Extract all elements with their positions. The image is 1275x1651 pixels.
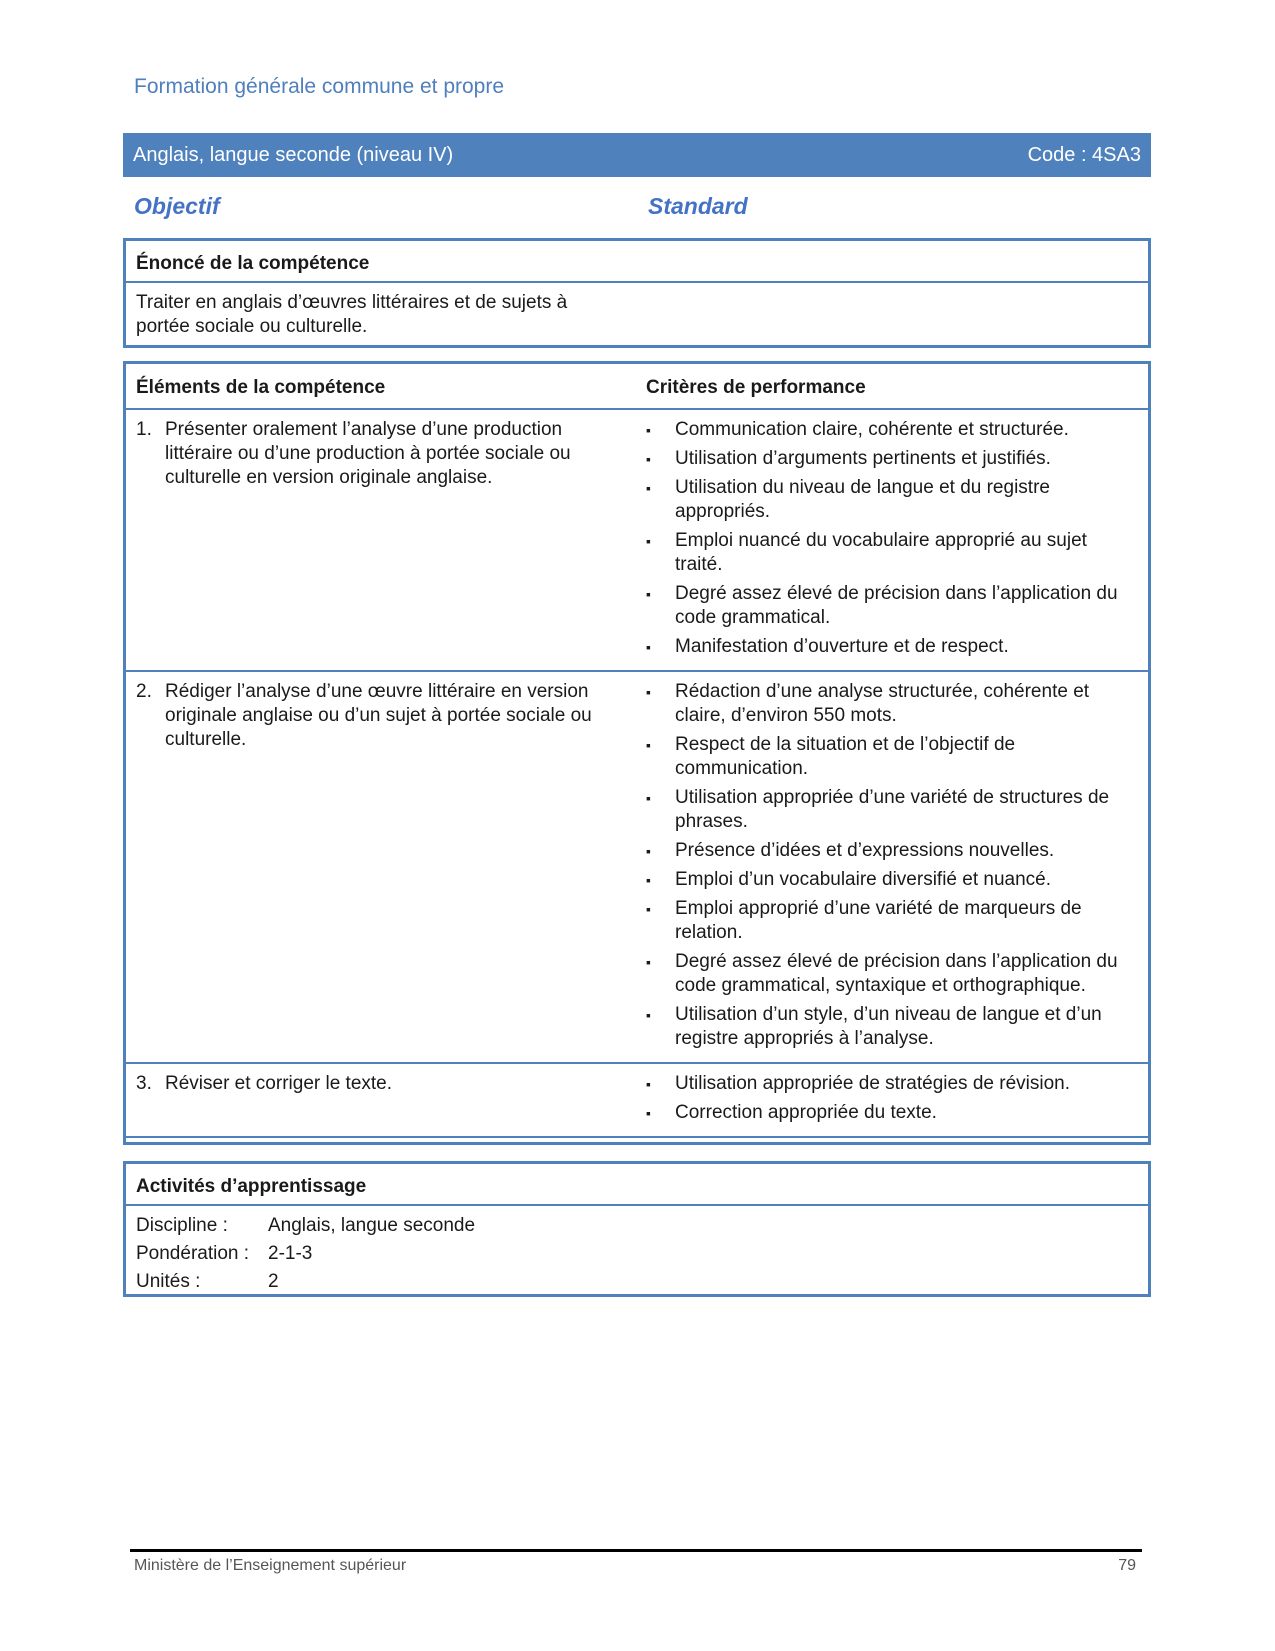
critere-item bbox=[646, 868, 1138, 892]
bullet-icon: ▪ bbox=[646, 1076, 651, 1092]
bullet-icon: ▪ bbox=[646, 533, 651, 549]
course-title: Anglais, langue seconde (niveau IV) bbox=[133, 143, 454, 166]
critere-item bbox=[646, 897, 1138, 945]
competence-element bbox=[136, 680, 626, 752]
bullet-icon: ▪ bbox=[646, 422, 651, 438]
criteres-cell bbox=[636, 1063, 1148, 1137]
element-number: 2. bbox=[136, 681, 152, 702]
critere-text: Emploi d’un vocabulaire diversifié et nuancé. bbox=[675, 869, 1051, 890]
competence-element bbox=[136, 1072, 626, 1096]
critere-item bbox=[646, 476, 1138, 524]
bullet-icon: ▪ bbox=[646, 480, 651, 496]
critere-text: Communication claire, cohérente et structurée. bbox=[675, 419, 1069, 440]
critere-text: Utilisation d’un style, d’un niveau de langue et d’un registre appropriés à l’analyse. bbox=[675, 1004, 1102, 1049]
element-number: 3. bbox=[136, 1073, 152, 1094]
critere-text: Correction appropriée du texte. bbox=[675, 1102, 937, 1123]
bullet-icon: ▪ bbox=[646, 954, 651, 970]
bullet-icon: ▪ bbox=[646, 737, 651, 753]
critere-item bbox=[646, 582, 1138, 630]
critere-text: Utilisation du niveau de langue et du registre appropriés. bbox=[675, 477, 1050, 522]
criteres-list bbox=[646, 418, 1138, 659]
competence-row bbox=[126, 1063, 1148, 1137]
element-number: 1. bbox=[136, 419, 152, 440]
unites-line bbox=[126, 1268, 1148, 1296]
element-cell bbox=[126, 409, 636, 671]
element-text: Présenter oralement l’analyse d’une production littéraire ou d’une production à portée sociale ou culturelle en version originale anglaise. bbox=[165, 419, 571, 488]
bullet-icon: ▪ bbox=[646, 451, 651, 467]
critere-item bbox=[646, 680, 1138, 728]
activites-header: Activités d’apprentissage bbox=[126, 1164, 1148, 1206]
objectif-label: Objectif bbox=[134, 193, 220, 219]
critere-item bbox=[646, 447, 1138, 471]
element-cell bbox=[126, 671, 636, 1063]
critere-item bbox=[646, 1003, 1138, 1051]
critere-text: Utilisation appropriée d’une variété de structures de phrases. bbox=[675, 787, 1110, 832]
critere-text: Degré assez élevé de précision dans l’application du code grammatical, syntaxique et orthographique. bbox=[675, 951, 1118, 996]
competence-row bbox=[126, 409, 1148, 671]
enonce-box bbox=[123, 238, 1151, 348]
critere-item bbox=[646, 950, 1138, 998]
element-text: Réviser et corriger le texte. bbox=[165, 1073, 393, 1094]
competence-table-box bbox=[123, 361, 1151, 1145]
unites-value: 2 bbox=[268, 1271, 279, 1292]
critere-text: Utilisation d’arguments pertinents et justifiés. bbox=[675, 448, 1051, 469]
criteres-cell bbox=[636, 671, 1148, 1063]
critere-item bbox=[646, 635, 1138, 659]
enonce-header: Énoncé de la compétence bbox=[126, 241, 1148, 283]
activites-box bbox=[123, 1161, 1151, 1297]
objective-standard-labels bbox=[134, 193, 1114, 223]
discipline-label: Discipline : bbox=[136, 1215, 228, 1236]
page-number: 79 bbox=[1118, 1557, 1136, 1574]
critere-item bbox=[646, 418, 1138, 442]
critere-item bbox=[646, 1072, 1138, 1096]
critere-text: Emploi approprié d’une variété de marqueurs de relation. bbox=[675, 898, 1082, 943]
element-text: Rédiger l’analyse d’une œuvre littéraire en version originale anglaise ou d’un sujet à portée sociale ou culturelle. bbox=[165, 681, 592, 750]
standard-label: Standard bbox=[648, 193, 748, 219]
critere-item bbox=[646, 839, 1138, 863]
bullet-icon: ▪ bbox=[646, 901, 651, 917]
bullet-icon: ▪ bbox=[646, 1007, 651, 1023]
discipline-line bbox=[126, 1212, 1148, 1240]
critere-text: Utilisation appropriée de stratégies de révision. bbox=[675, 1073, 1070, 1094]
critere-item bbox=[646, 786, 1138, 834]
footer-ministry: Ministère de l’Enseignement supérieur bbox=[134, 1557, 407, 1574]
bullet-icon: ▪ bbox=[646, 790, 651, 806]
ponderation-label: Pondération : bbox=[136, 1243, 250, 1264]
critere-item bbox=[646, 529, 1138, 577]
course-code: Code : 4SA3 bbox=[1027, 143, 1141, 166]
criteres-list bbox=[646, 1072, 1138, 1125]
enonce-text: Traiter en anglais d’œuvres littéraires et de sujets à portée sociale ou culturelle. bbox=[136, 292, 568, 337]
critere-item bbox=[646, 733, 1138, 781]
critere-item bbox=[646, 1101, 1138, 1125]
competence-table-body bbox=[126, 409, 1148, 1137]
competence-row bbox=[126, 671, 1148, 1063]
bullet-icon: ▪ bbox=[646, 843, 651, 859]
criteres-list bbox=[646, 680, 1138, 1051]
discipline-value: Anglais, langue seconde bbox=[268, 1215, 476, 1236]
bullet-icon: ▪ bbox=[646, 586, 651, 602]
bullet-icon: ▪ bbox=[646, 639, 651, 655]
bullet-icon: ▪ bbox=[646, 872, 651, 888]
ponderation-value: 2-1-3 bbox=[268, 1243, 313, 1264]
critere-text: Manifestation d’ouverture et de respect. bbox=[675, 636, 1009, 657]
col-header-elements: Éléments de la compétence bbox=[126, 364, 636, 409]
element-cell bbox=[126, 1063, 636, 1137]
bullet-icon: ▪ bbox=[646, 1105, 651, 1121]
competence-table bbox=[126, 364, 1148, 1138]
ponderation-line bbox=[126, 1240, 1148, 1268]
competence-element bbox=[136, 418, 626, 490]
critere-text: Emploi nuancé du vocabulaire approprié au sujet traité. bbox=[675, 530, 1087, 575]
critere-text: Rédaction d’une analyse structurée, cohérente et claire, d’environ 550 mots. bbox=[675, 681, 1090, 726]
critere-text: Degré assez élevé de précision dans l’application du code grammatical. bbox=[675, 583, 1118, 628]
criteres-cell bbox=[636, 409, 1148, 671]
critere-text: Respect de la situation et de l’objectif de communication. bbox=[675, 734, 1016, 779]
footer-rule bbox=[130, 1549, 1142, 1552]
course-title-bar bbox=[123, 133, 1151, 177]
unites-label: Unités : bbox=[136, 1271, 201, 1292]
critere-text: Présence d’idées et d’expressions nouvelles. bbox=[675, 840, 1055, 861]
bullet-icon: ▪ bbox=[646, 684, 651, 700]
page-footer bbox=[134, 1557, 1136, 1575]
section-heading: Formation générale commune et propre bbox=[134, 75, 505, 98]
col-header-criteres: Critères de performance bbox=[636, 364, 1148, 409]
